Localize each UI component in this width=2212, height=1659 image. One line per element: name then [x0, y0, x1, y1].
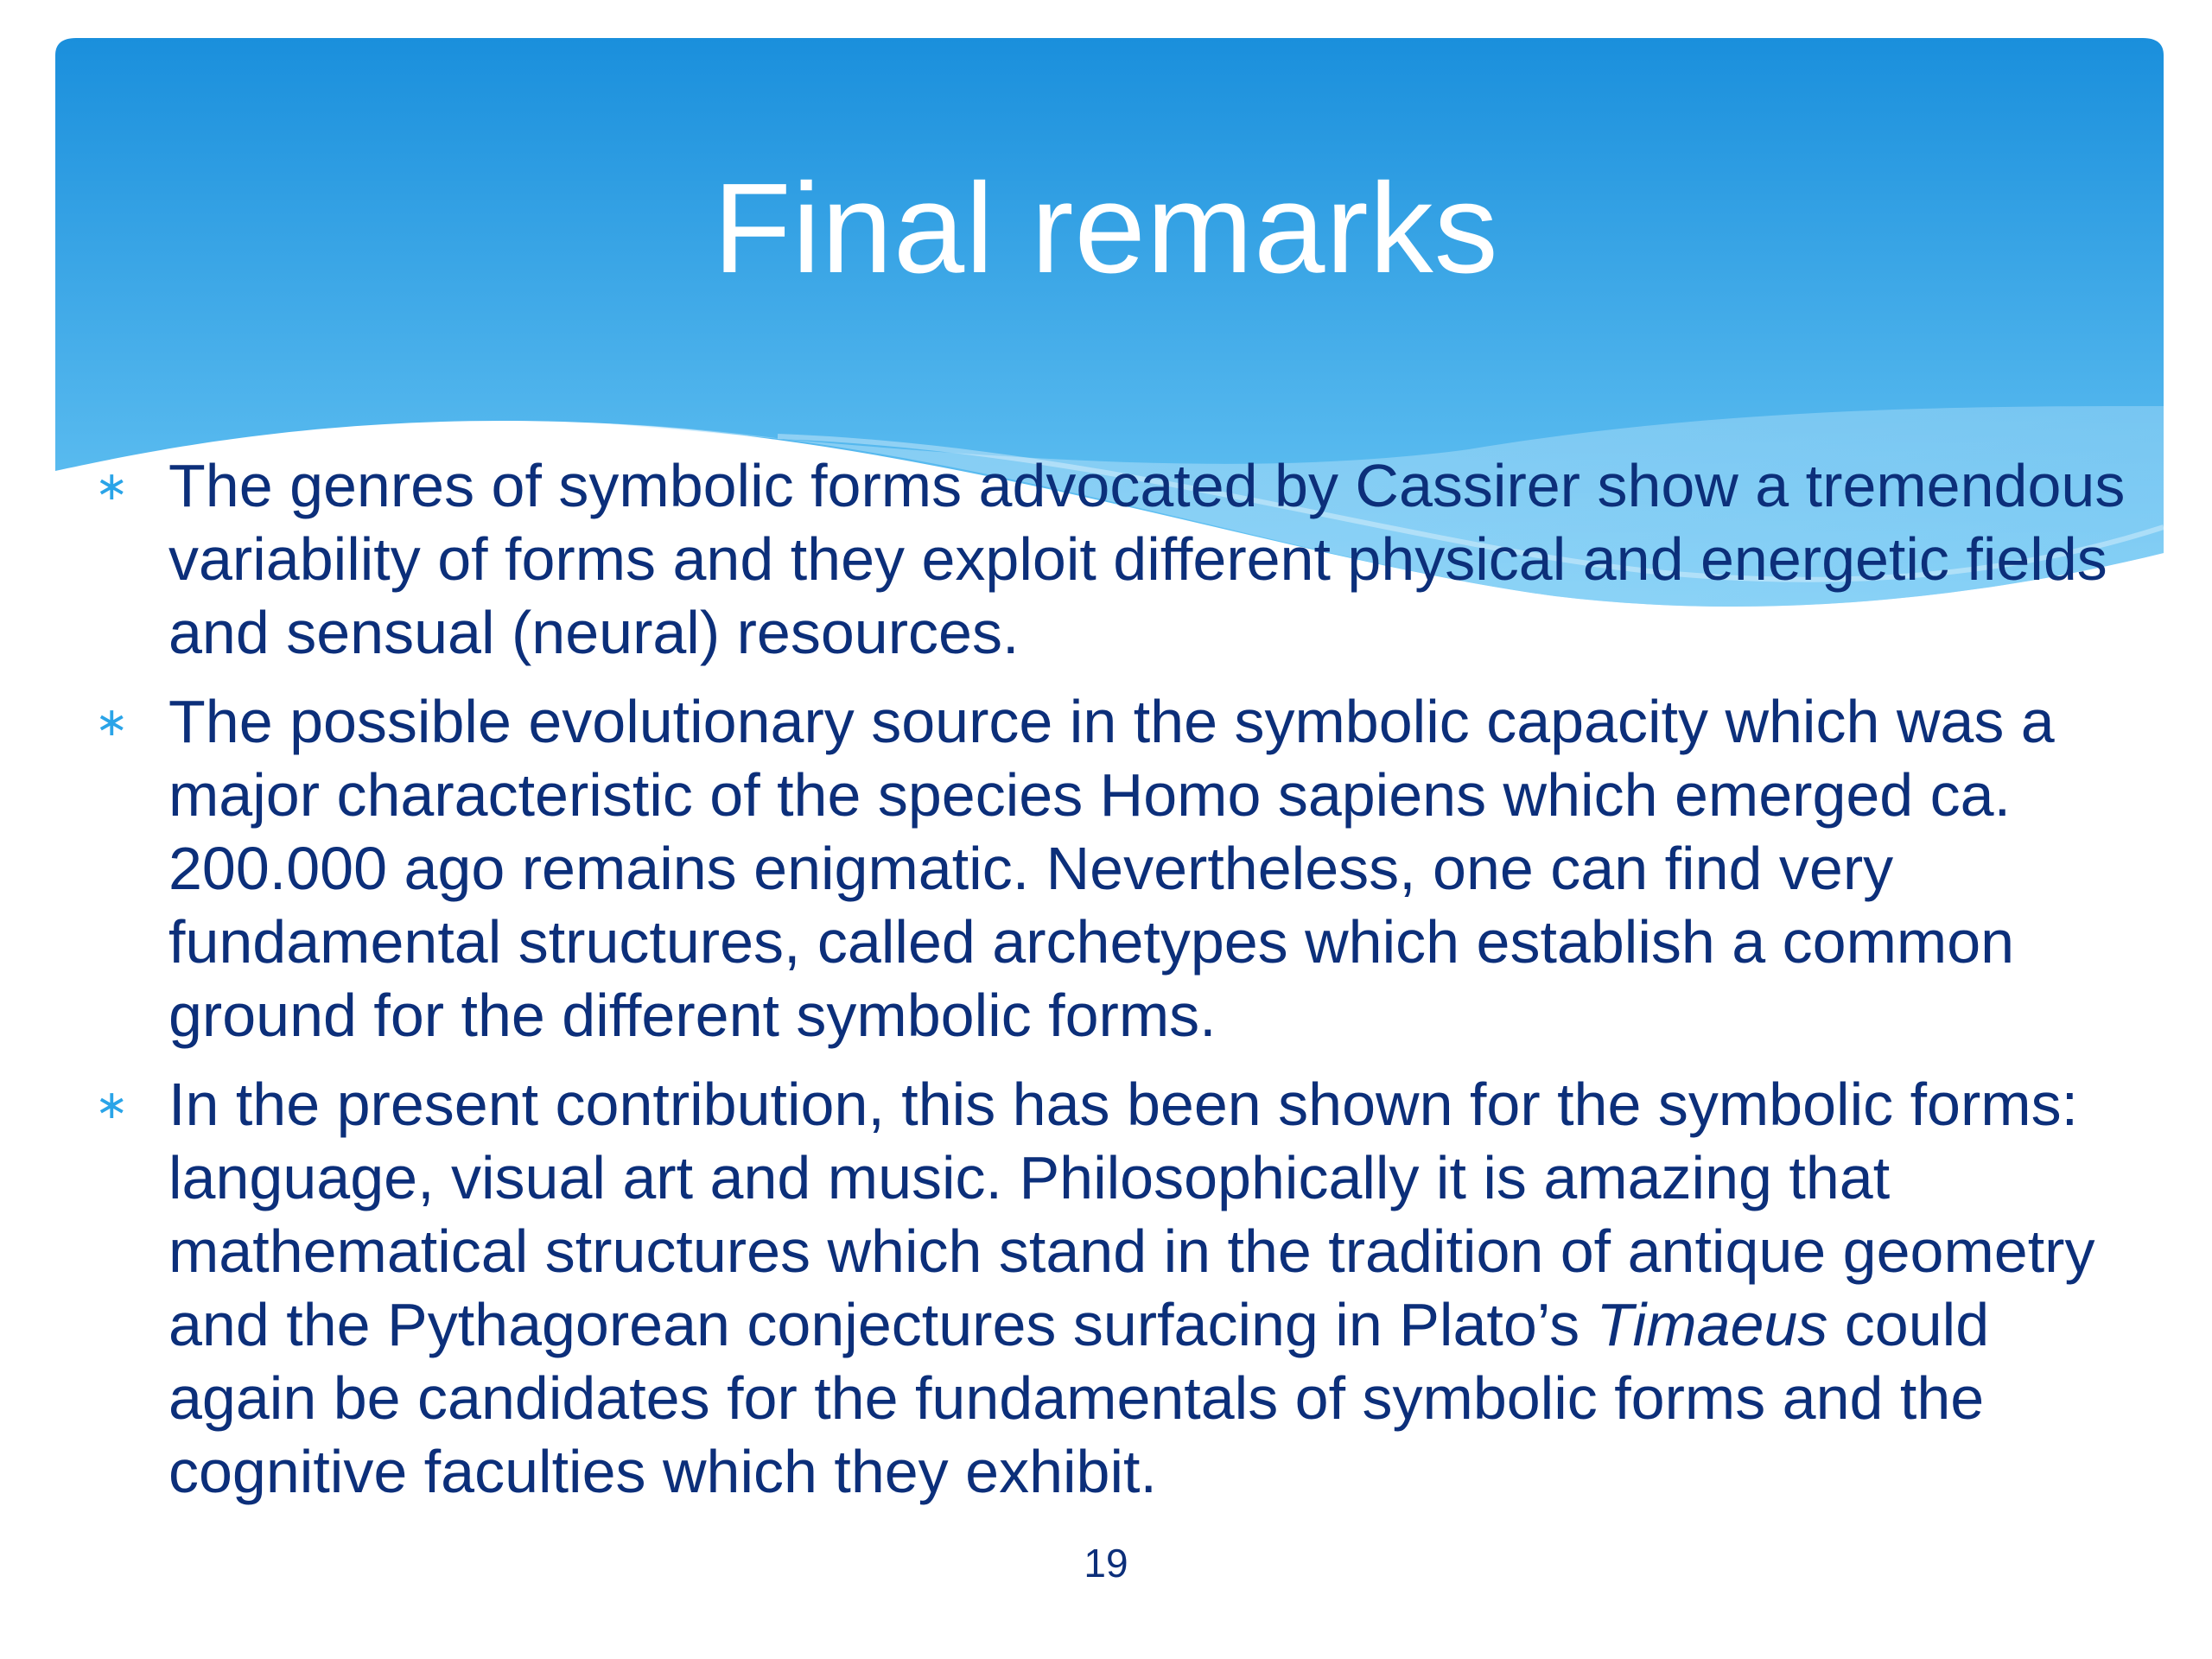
- bullet-list: [95, 449, 2143, 1524]
- bullet-text-italic: Timaeus: [1596, 1291, 1828, 1358]
- bullet-star-icon: ∗: [95, 699, 129, 744]
- bullet-text-part: could again be candidates for the fundamentals of symbolic forms and the cognitive faculties which they exhibit.: [168, 1291, 1990, 1505]
- bullet-item: [95, 685, 2143, 1052]
- bullet-star-icon: ∗: [95, 463, 129, 508]
- bullet-text-part: In the present contribution, this has been shown for the symbolic forms: language, visual art and music. Philosophically it is amazing that mathematical structures which stand in the tradition of antique geometry and the Pythagorean conjectures surfacing in Plato’s: [168, 1071, 2095, 1358]
- bullet-star-icon: ∗: [95, 1082, 129, 1127]
- slide-title: Final remarks: [713, 157, 1499, 300]
- bullet-text: The genres of symbolic forms advocated by Cassirer show a tremendous variability of forms and they exploit different physical and energetic fields and sensual (neural) resources.: [168, 452, 2126, 666]
- bullet-text: The possible evolutionary source in the symbolic capacity which was a major characteristic of the species Homo sapiens which emerged ca. 200.000 ago remains enigmatic. Nevertheless, one can find very fundamental structures, called archetypes which establish a common ground for the different symbolic forms.: [168, 688, 2055, 1049]
- bullet-item: [95, 1068, 2143, 1509]
- page-number: 19: [1084, 1541, 1128, 1586]
- bullet-item: [95, 449, 2143, 670]
